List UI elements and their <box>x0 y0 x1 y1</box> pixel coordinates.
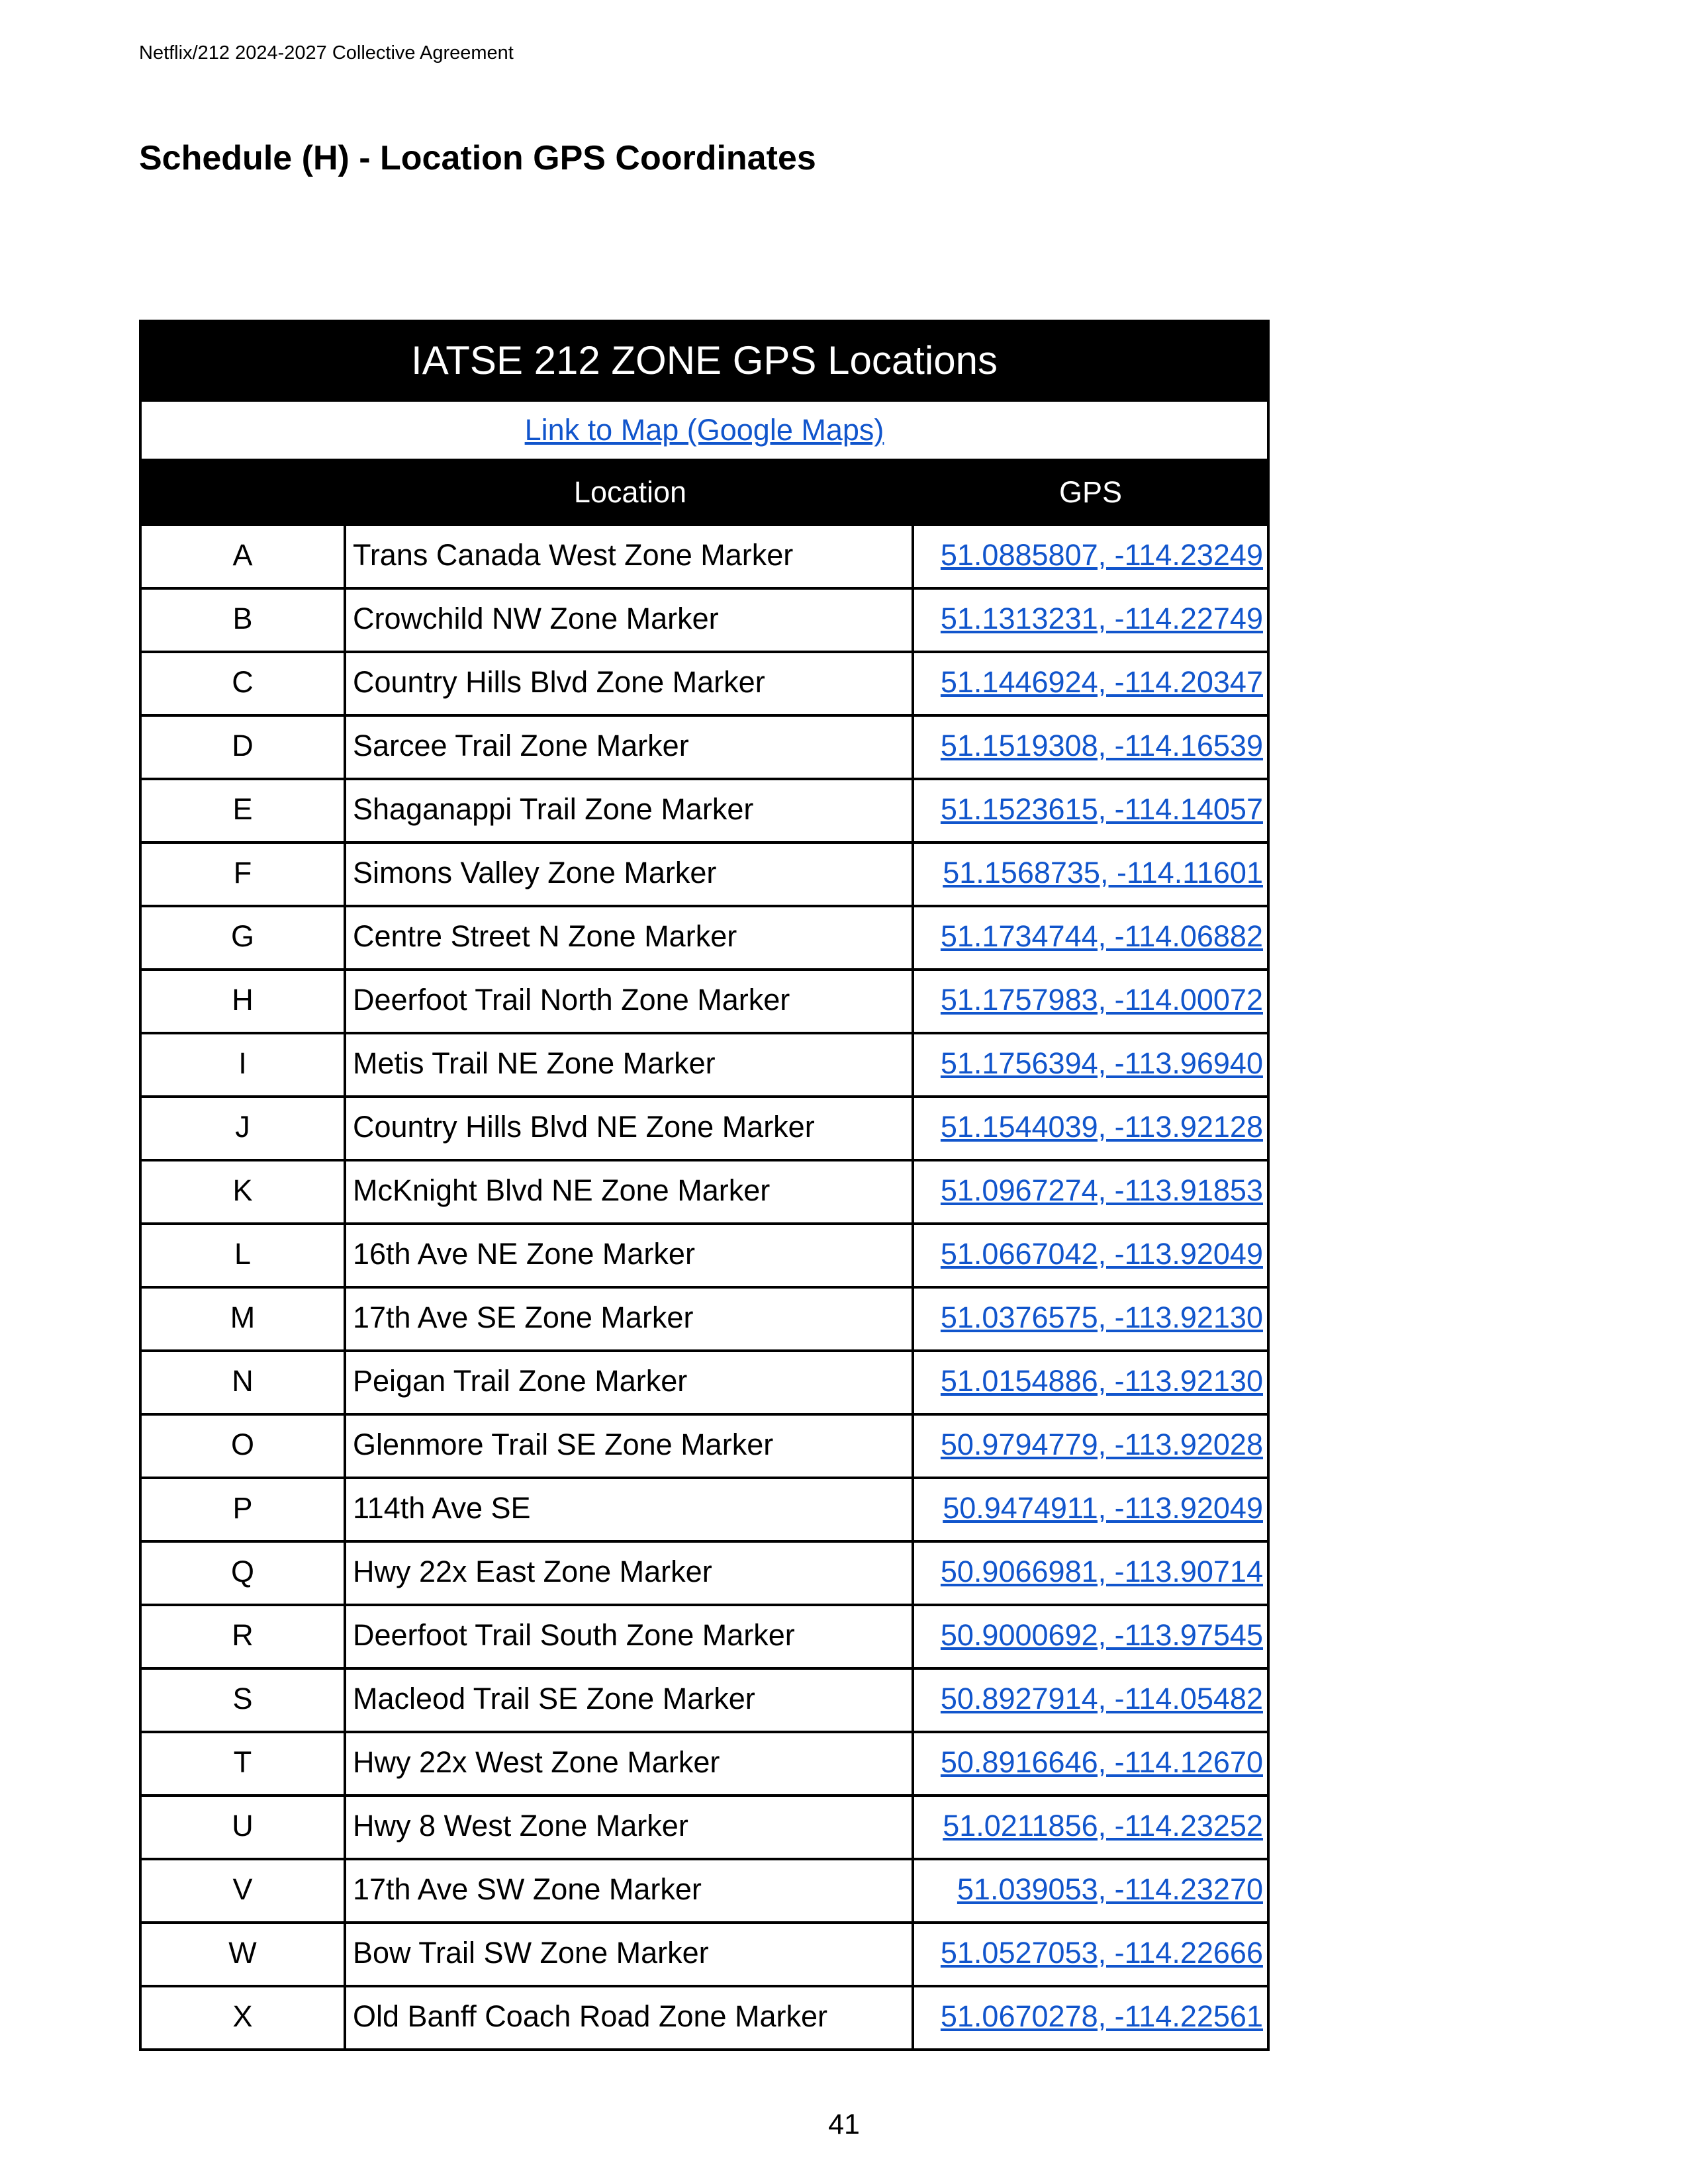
column-header-gps: GPS <box>1058 475 1123 509</box>
gps-cell <box>914 1034 1267 1095</box>
table-row <box>142 1540 1267 1604</box>
zone-location: Old Banff Coach Road Zone Marker <box>346 1987 914 2048</box>
gps-link[interactable]: 51.1757983, -114.00072 <box>940 983 1263 1017</box>
gps-cell <box>914 844 1267 905</box>
table-row <box>142 1095 1267 1159</box>
zone-letter: Q <box>142 1543 346 1604</box>
zone-location: Bow Trail SW Zone Marker <box>346 1924 914 1985</box>
gps-link[interactable]: 51.0967274, -113.91853 <box>940 1173 1263 1207</box>
gps-cell <box>914 1098 1267 1159</box>
zone-location: Peigan Trail Zone Marker <box>346 1352 914 1413</box>
gps-link[interactable]: 51.0211856, -114.23252 <box>943 1809 1263 1843</box>
zone-letter: S <box>142 1670 346 1731</box>
zone-location: McKnight Blvd NE Zone Marker <box>346 1161 914 1222</box>
table-row <box>142 905 1267 968</box>
gps-cell <box>914 1797 1267 1858</box>
zone-location: Hwy 22x East Zone Marker <box>346 1543 914 1604</box>
zone-location: Centre Street N Zone Marker <box>346 907 914 968</box>
zone-location: 16th Ave NE Zone Marker <box>346 1225 914 1286</box>
zone-location: Glenmore Trail SE Zone Marker <box>346 1416 914 1477</box>
gps-cell <box>914 1733 1267 1794</box>
table-row <box>142 1794 1267 1858</box>
zone-location: 114th Ave SE <box>346 1479 914 1540</box>
zone-location: Hwy 8 West Zone Marker <box>346 1797 914 1858</box>
gps-cell <box>914 1352 1267 1413</box>
gps-link[interactable]: 51.0667042, -113.92049 <box>940 1237 1263 1271</box>
zone-location: Simons Valley Zone Marker <box>346 844 914 905</box>
zone-location: 17th Ave SW Zone Marker <box>346 1860 914 1921</box>
gps-cell <box>914 1987 1267 2048</box>
table-body <box>142 523 1267 2048</box>
table-row <box>142 1667 1267 1731</box>
zone-location: Hwy 22x West Zone Marker <box>346 1733 914 1794</box>
table-header-row <box>142 461 1267 523</box>
gps-link[interactable]: 51.1523615, -114.14057 <box>940 792 1263 826</box>
zone-location: Sarcee Trail Zone Marker <box>346 717 914 778</box>
gps-cell <box>914 1416 1267 1477</box>
gps-cell <box>914 717 1267 778</box>
table-row <box>142 841 1267 905</box>
zone-letter: L <box>142 1225 346 1286</box>
zone-location: Macleod Trail SE Zone Marker <box>346 1670 914 1731</box>
zone-letter: V <box>142 1860 346 1921</box>
table-row <box>142 1286 1267 1349</box>
gps-cell <box>914 653 1267 714</box>
gps-cell <box>914 1670 1267 1731</box>
zone-letter: J <box>142 1098 346 1159</box>
zone-letter: T <box>142 1733 346 1794</box>
gps-cell <box>914 907 1267 968</box>
gps-cell <box>914 1924 1267 1985</box>
gps-cell <box>914 1860 1267 1921</box>
table-row <box>142 968 1267 1032</box>
gps-link[interactable]: 51.1446924, -114.20347 <box>940 665 1263 699</box>
zone-letter: X <box>142 1987 346 2048</box>
zone-letter: A <box>142 526 346 587</box>
gps-cell <box>914 1479 1267 1540</box>
gps-link[interactable]: 51.0527053, -114.22666 <box>940 1936 1263 1970</box>
table-row <box>142 778 1267 841</box>
zone-letter: P <box>142 1479 346 1540</box>
zone-location: Country Hills Blvd NE Zone Marker <box>346 1098 914 1159</box>
gps-link[interactable]: 51.0885807, -114.23249 <box>940 538 1263 572</box>
google-maps-link[interactable]: Link to Map (Google Maps) <box>524 413 884 447</box>
gps-link[interactable]: 51.0670278, -114.22561 <box>940 1999 1263 2033</box>
gps-link[interactable]: 51.1756394, -113.96940 <box>940 1046 1263 1080</box>
table-row <box>142 1604 1267 1667</box>
zone-location: Deerfoot Trail South Zone Marker <box>346 1606 914 1667</box>
gps-link[interactable]: 50.9474911, -113.92049 <box>943 1491 1263 1525</box>
zone-letter: I <box>142 1034 346 1095</box>
gps-link[interactable]: 50.9000692, -113.97545 <box>940 1618 1263 1652</box>
map-link-row <box>142 399 1267 461</box>
page-number: 41 <box>828 2109 860 2140</box>
table-row <box>142 523 1267 587</box>
gps-link[interactable]: 51.1519308, -114.16539 <box>940 729 1263 762</box>
schedule-title: Schedule (H) - Location GPS Coordinates <box>139 139 816 177</box>
gps-cell <box>914 1606 1267 1667</box>
zone-letter: M <box>142 1289 346 1349</box>
table-row <box>142 1032 1267 1095</box>
zone-location: 17th Ave SE Zone Marker <box>346 1289 914 1349</box>
table-row <box>142 714 1267 778</box>
gps-link[interactable]: 51.039053, -114.23270 <box>957 1872 1263 1906</box>
gps-locations-table <box>139 320 1270 2051</box>
table-row <box>142 1921 1267 1985</box>
gps-cell <box>914 1543 1267 1604</box>
zone-letter: N <box>142 1352 346 1413</box>
table-title: IATSE 212 ZONE GPS Locations <box>142 322 1267 399</box>
zone-letter: E <box>142 780 346 841</box>
gps-cell <box>914 1225 1267 1286</box>
zone-letter: K <box>142 1161 346 1222</box>
table-row <box>142 587 1267 651</box>
zone-letter: R <box>142 1606 346 1667</box>
zone-letter: O <box>142 1416 346 1477</box>
zone-letter: B <box>142 590 346 651</box>
gps-link[interactable]: 50.9794779, -113.92028 <box>940 1428 1263 1461</box>
gps-link[interactable]: 51.1734744, -114.06882 <box>940 919 1263 953</box>
zone-letter: D <box>142 717 346 778</box>
zone-letter: U <box>142 1797 346 1858</box>
gps-cell <box>914 971 1267 1032</box>
table-row <box>142 1731 1267 1794</box>
zone-location: Trans Canada West Zone Marker <box>346 526 914 587</box>
gps-link[interactable]: 50.8927914, -114.05482 <box>940 1682 1263 1715</box>
gps-cell <box>914 1161 1267 1222</box>
zone-letter: C <box>142 653 346 714</box>
table-row <box>142 1222 1267 1286</box>
gps-cell <box>914 590 1267 651</box>
gps-link[interactable]: 51.1568735, -114.11601 <box>943 856 1263 889</box>
zone-letter: G <box>142 907 346 968</box>
zone-location: Deerfoot Trail North Zone Marker <box>346 971 914 1032</box>
gps-link[interactable]: 51.0376575, -113.92130 <box>940 1300 1263 1334</box>
gps-link[interactable]: 51.0154886, -113.92130 <box>940 1364 1263 1398</box>
table-row <box>142 1159 1267 1222</box>
column-header-letter <box>142 461 346 523</box>
table-row <box>142 1985 1267 2048</box>
gps-cell <box>914 526 1267 587</box>
gps-link[interactable]: 50.8916646, -114.12670 <box>940 1745 1263 1779</box>
gps-cell <box>914 1289 1267 1349</box>
zone-letter: W <box>142 1924 346 1985</box>
gps-link[interactable]: 51.1313231, -114.22749 <box>940 602 1263 635</box>
table-row <box>142 1858 1267 1921</box>
zone-location: Shaganappi Trail Zone Marker <box>346 780 914 841</box>
table-row <box>142 1349 1267 1413</box>
zone-letter: F <box>142 844 346 905</box>
table-row <box>142 1477 1267 1540</box>
table-row <box>142 1413 1267 1477</box>
column-header-location: Location <box>573 475 687 509</box>
running-header: Netflix/212 2024-2027 Collective Agreement <box>139 42 514 64</box>
zone-letter: H <box>142 971 346 1032</box>
zone-location: Country Hills Blvd Zone Marker <box>346 653 914 714</box>
gps-link[interactable]: 51.1544039, -113.92128 <box>940 1110 1263 1144</box>
gps-link[interactable]: 50.9066981, -113.90714 <box>940 1555 1263 1588</box>
gps-cell <box>914 780 1267 841</box>
zone-location: Crowchild NW Zone Marker <box>346 590 914 651</box>
zone-location: Metis Trail NE Zone Marker <box>346 1034 914 1095</box>
table-row <box>142 651 1267 714</box>
